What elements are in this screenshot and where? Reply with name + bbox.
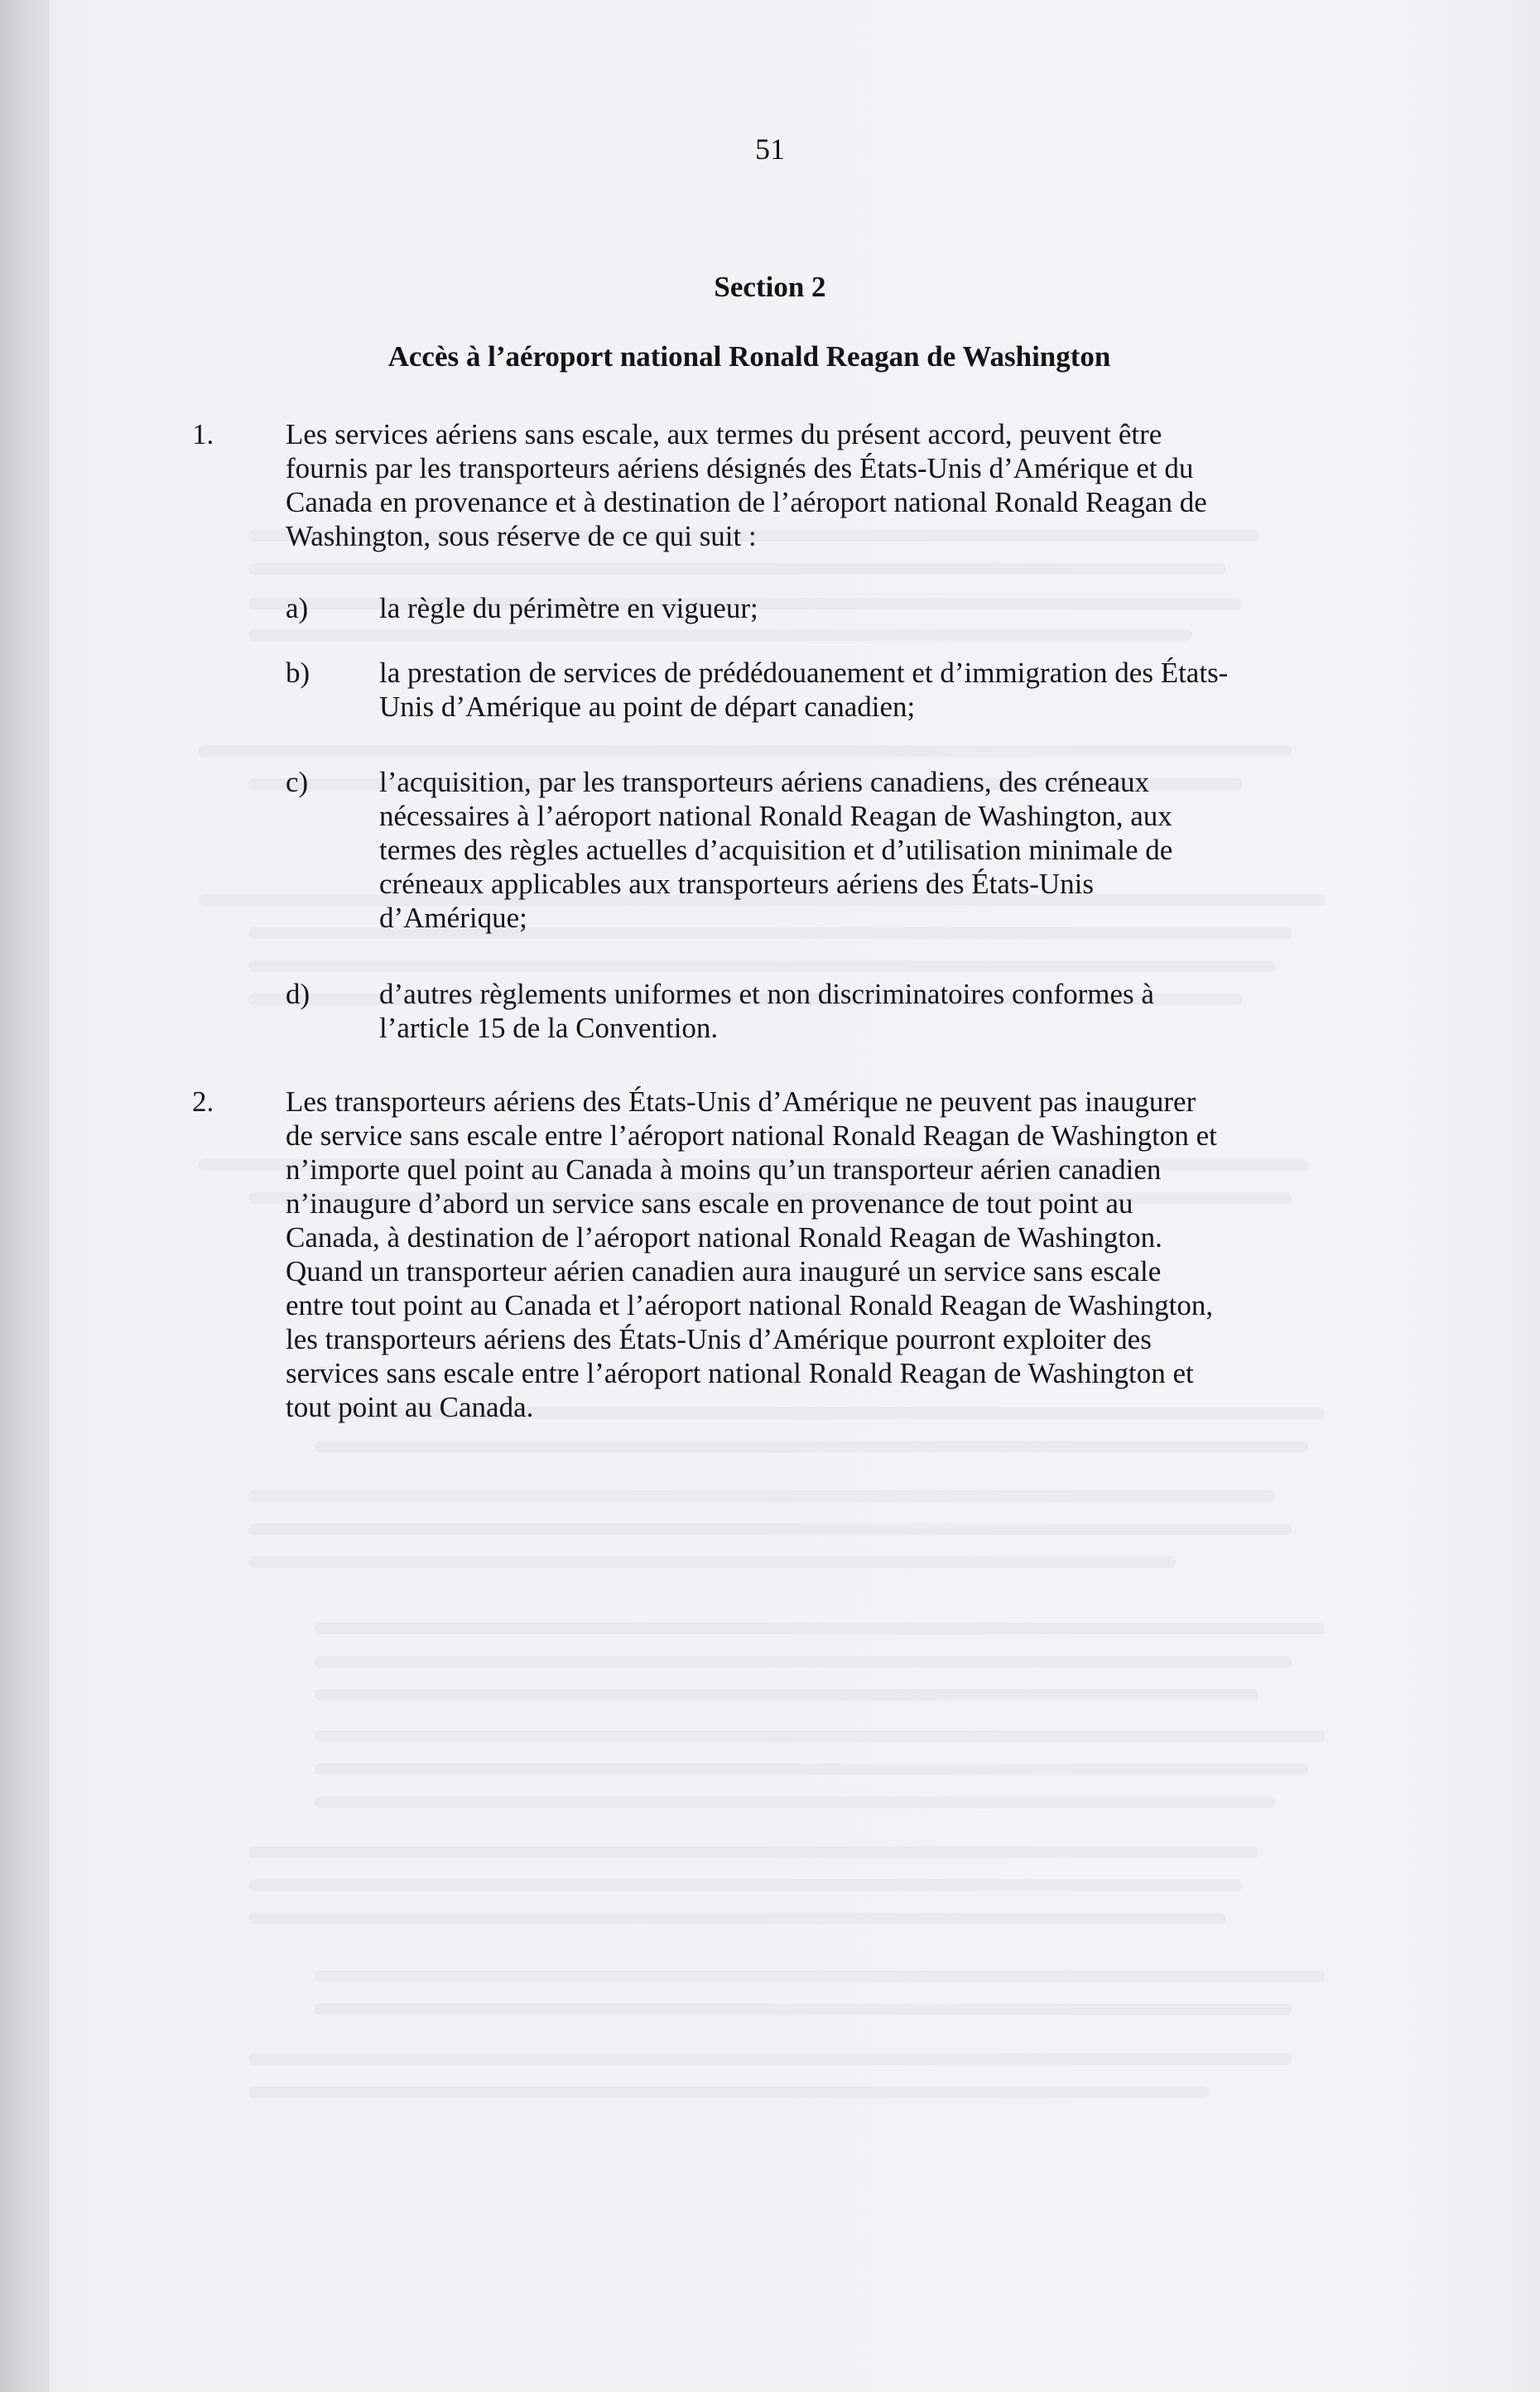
- item-c-line: l’acquisition, par les transporteurs aériens canadiens, des créneaux: [379, 766, 1150, 798]
- paragraph-2-text: [286, 1085, 1312, 1424]
- page-number: 51: [755, 132, 785, 166]
- section-heading: Section 2: [714, 271, 826, 303]
- item-a-line: la règle du périmètre en vigueur;: [379, 592, 758, 624]
- paragraph-2-line: n’importe quel point au Canada à moins qu’un transporteur aérien canadien: [286, 1153, 1162, 1186]
- item-d-line: d’autres règlements uniformes et non discriminatoires conformes à: [379, 978, 1154, 1010]
- paragraph-2-line: Canada, à destination de l’aéroport national Ronald Reagan de Washington.: [286, 1221, 1162, 1254]
- document-title: Accès à l’aéroport national Ronald Reagan de Washington: [387, 340, 1111, 373]
- paragraph-2-line: services sans escale entre l’aéroport national Ronald Reagan de Washington et: [286, 1357, 1194, 1389]
- item-d-text: [379, 977, 1311, 1045]
- paragraph-2-line: tout point au Canada.: [286, 1391, 534, 1423]
- item-c-line: nécessaires à l’aéroport national Ronald Reagan de Washington, aux: [379, 800, 1172, 832]
- paragraph-2-line: de service sans escale entre l’aéroport national Ronald Reagan de Washington et: [286, 1119, 1217, 1152]
- paragraph-1-line: Washington, sous réserve de ce qui suit :: [286, 520, 757, 552]
- paragraph-1-line: Canada en provenance et à destination de l’aéroport national Ronald Reagan de: [286, 486, 1207, 518]
- paragraph-1-number: 1.: [192, 418, 214, 450]
- paragraph-2-line: les transporteurs aériens des États-Unis d’Amérique pourront exploiter des: [286, 1323, 1152, 1355]
- paragraph-1-line: Les services aériens sans escale, aux termes du présent accord, peuvent être: [286, 418, 1162, 450]
- paragraph-2-number: 2.: [192, 1085, 214, 1118]
- paragraph-2-line: entre tout point au Canada et l’aéroport national Ronald Reagan de Washington,: [286, 1289, 1214, 1321]
- paragraph-1-line: fournis par les transporteurs aériens désignés des États-Unis d’Amérique et du: [286, 452, 1194, 484]
- item-b-line: la prestation de services de prédédouanement et d’immigration des États-: [379, 657, 1229, 689]
- paragraph-2-line: Quand un transporteur aérien canadien aura inauguré un service sans escale: [286, 1255, 1162, 1287]
- item-d-letter: d): [286, 978, 310, 1010]
- item-c-line: termes des règles actuelles d’acquisition et d’utilisation minimale de: [379, 834, 1173, 866]
- item-c-text: [379, 765, 1311, 935]
- paragraph-2-line: Les transporteurs aériens des États-Unis d’Amérique ne peuvent pas inaugurer: [286, 1085, 1196, 1118]
- item-c-line: d’Amérique;: [379, 902, 527, 934]
- item-b-text: [379, 656, 1311, 724]
- item-b-letter: b): [286, 657, 310, 689]
- paragraph-2-line: n’inaugure d’abord un service sans escale en provenance de tout point au: [286, 1187, 1133, 1220]
- item-a-text: [379, 591, 1311, 625]
- paragraph-1-text: [286, 417, 1312, 553]
- item-c-line: créneaux applicables aux transporteurs aériens des États-Unis: [379, 868, 1095, 900]
- item-a-letter: a): [286, 592, 309, 624]
- item-d-line: l’article 15 de la Convention.: [379, 1012, 719, 1044]
- item-b-line: Unis d’Amérique au point de départ canadien;: [379, 691, 916, 723]
- item-c-letter: c): [286, 766, 309, 798]
